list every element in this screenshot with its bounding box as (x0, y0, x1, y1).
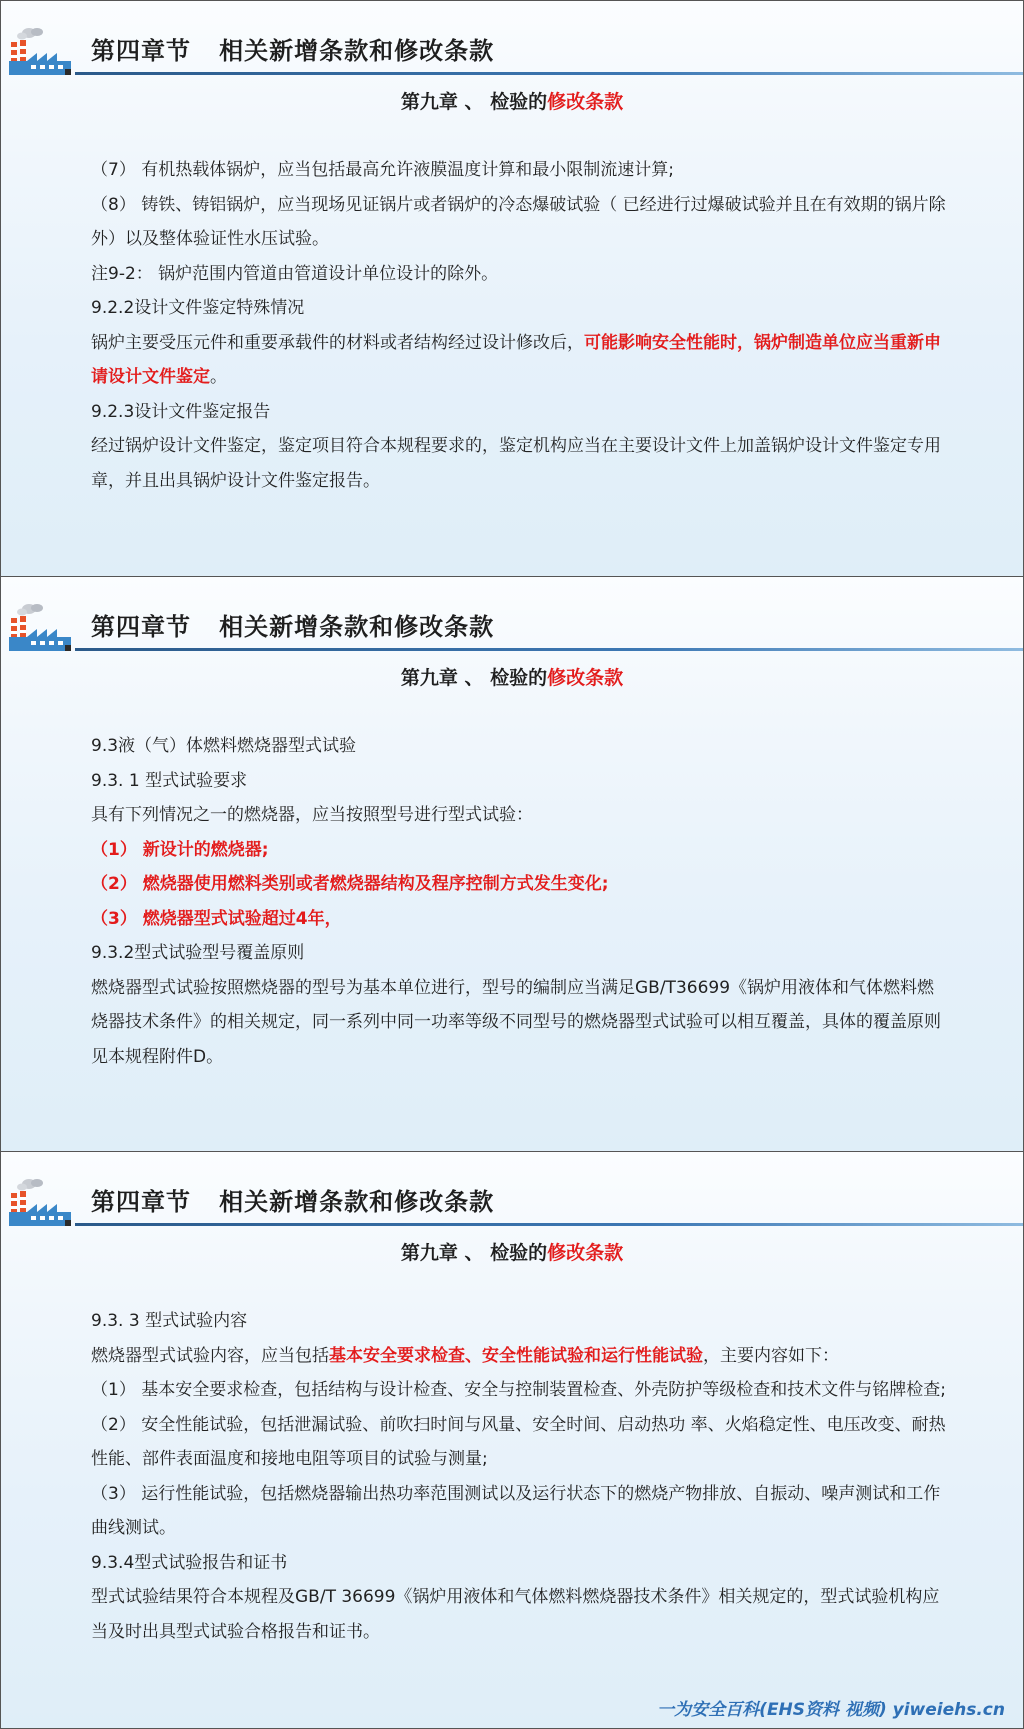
slide (0, 1152, 1024, 1729)
body-paragraph (91, 729, 947, 764)
text-run: 锅炉主要受压元件和重要承载件的材料或者结构经过设计修改后， (91, 332, 584, 353)
text-run: 燃烧器型式试验按照燃烧器的型号为基本单位进行，型号的编制应当满足GB/T36699《锅炉用液体和气体燃料燃烧器技术条件》的相关规定，同一系列中同一功率等级不同型号的燃烧器型式试验可以相互覆盖，具体的覆盖原则见本规程附件D。 (91, 977, 941, 1067)
text-run: 9.3. 3 型式试验内容 (91, 1311, 248, 1331)
highlighted-text: （2） 燃烧器使用燃料类别或者燃烧器结构及程序控制方式发生变化; (91, 874, 609, 894)
subtitle-prefix: 第九章 、 检验的 (400, 91, 548, 113)
header-divider (75, 72, 1023, 75)
text-run: 9.3.2型式试验型号覆盖原则 (91, 943, 305, 963)
text-run: 经过锅炉设计文件鉴定，鉴定项目符合本规程要求的，鉴定机构应当在主要设计文件上加盖锅炉设计文件鉴定专用章，并且出具锅炉设计文件鉴定报告。 (91, 436, 941, 491)
chapter-subtitle (1, 87, 1023, 114)
header-divider (75, 648, 1023, 651)
body-paragraph (91, 833, 947, 868)
body-paragraph (91, 867, 947, 902)
text-run: （2） 安全性能试验，包括泄漏试验、前吹扫时间与风量、安全时间、启动热功 率、火焰稳定性、电压改变、耐热性能、部件表面温度和接地电阻等项目的试验与测量; (91, 1414, 946, 1469)
subtitle-highlight: 修改条款 (547, 1242, 624, 1264)
text-run: 9.3. 1 型式试验要求 (91, 770, 248, 791)
body-paragraph (91, 936, 947, 971)
chapter-subtitle (1, 663, 1023, 690)
body-paragraph (91, 1580, 947, 1649)
body-paragraph (91, 188, 947, 257)
body-paragraph (91, 429, 947, 498)
body-paragraph (91, 902, 947, 937)
section-title: 第四章节 相关新增条款和修改条款 (91, 37, 495, 65)
body-paragraph (91, 395, 947, 430)
body-paragraph (91, 764, 947, 799)
subtitle-highlight: 修改条款 (547, 91, 624, 113)
text-run: 燃烧器型式试验内容，应当包括 (91, 1345, 329, 1366)
factory-icon (7, 1178, 77, 1228)
text-run: （1） 基本安全要求检查，包括结构与设计检查、安全与控制装置检查、外壳防护等级检查和技术文件与铭牌检查; (91, 1380, 946, 1400)
slide-body (91, 153, 947, 498)
text-run: 注9-2： 锅炉范围内管道由管道设计单位设计的除外。 (91, 263, 499, 284)
body-paragraph (91, 1373, 947, 1408)
body-paragraph (91, 291, 947, 326)
subtitle-highlight: 修改条款 (547, 667, 624, 689)
section-title: 第四章节 相关新增条款和修改条款 (91, 613, 495, 641)
text-run: 9.2.3设计文件鉴定报告 (91, 401, 271, 422)
slide (0, 0, 1024, 577)
body-paragraph (91, 798, 947, 833)
highlighted-text: （3） 燃烧器型式试验超过4年， (91, 908, 342, 929)
factory-icon (7, 27, 77, 77)
slide-body (91, 1304, 947, 1649)
body-paragraph (91, 1477, 947, 1546)
highlighted-text: 基本安全要求检查、安全性能试验和运行性能试验 (329, 1345, 703, 1366)
body-paragraph (91, 1339, 947, 1374)
text-run: 型式试验结果符合本规程及GB/T 36699《锅炉用液体和气体燃料燃烧器技术条件》相关规定的，型式试验机构应当及时出具型式试验合格报告和证书。 (91, 1587, 940, 1642)
slide (0, 577, 1024, 1152)
text-run: （7） 有机热载体锅炉，应当包括最高允许液膜温度计算和最小限制流速计算; (91, 160, 674, 180)
highlighted-text: 可能影响安全性能时，锅炉制造单位应当重新申请设计文件鉴定 (91, 332, 941, 387)
body-paragraph (91, 1408, 947, 1477)
text-run: 9.3液（气）体燃料燃烧器型式试验 (91, 736, 357, 756)
subtitle-prefix: 第九章 、 检验的 (400, 1242, 548, 1264)
slide-body (91, 729, 947, 1074)
watermark-text: 一为安全百科(EHS资料 视频) yiweiehs.cn (657, 1700, 1005, 1720)
body-paragraph (91, 1304, 947, 1339)
section-title: 第四章节 相关新增条款和修改条款 (91, 1188, 495, 1216)
text-run: ，主要内容如下： (703, 1345, 839, 1366)
text-run: 。 (210, 367, 227, 387)
factory-icon (7, 603, 77, 653)
header-divider (75, 1223, 1023, 1226)
text-run: （8） 铸铁、铸铝锅炉，应当现场见证锅片或者锅炉的冷态爆破试验（ 已经进行过爆破试验并且在有效期的锅片除外）以及整体验证性水压试验。 (91, 194, 946, 249)
body-paragraph (91, 971, 947, 1075)
body-paragraph (91, 257, 947, 292)
text-run: 9.2.2设计文件鉴定特殊情况 (91, 298, 305, 318)
text-run: （3） 运行性能试验，包括燃烧器输出热功率范围测试以及运行状态下的燃烧产物排放、自振动、噪声测试和工作曲线测试。 (91, 1483, 941, 1538)
body-paragraph (91, 153, 947, 188)
text-run: 9.3.4型式试验报告和证书 (91, 1552, 288, 1573)
chapter-subtitle (1, 1238, 1023, 1265)
highlighted-text: （1） 新设计的燃烧器; (91, 839, 269, 860)
text-run: 具有下列情况之一的燃烧器，应当按照型号进行型式试验： (91, 805, 533, 825)
body-paragraph (91, 1546, 947, 1581)
subtitle-prefix: 第九章 、 检验的 (400, 667, 548, 689)
body-paragraph (91, 326, 947, 395)
